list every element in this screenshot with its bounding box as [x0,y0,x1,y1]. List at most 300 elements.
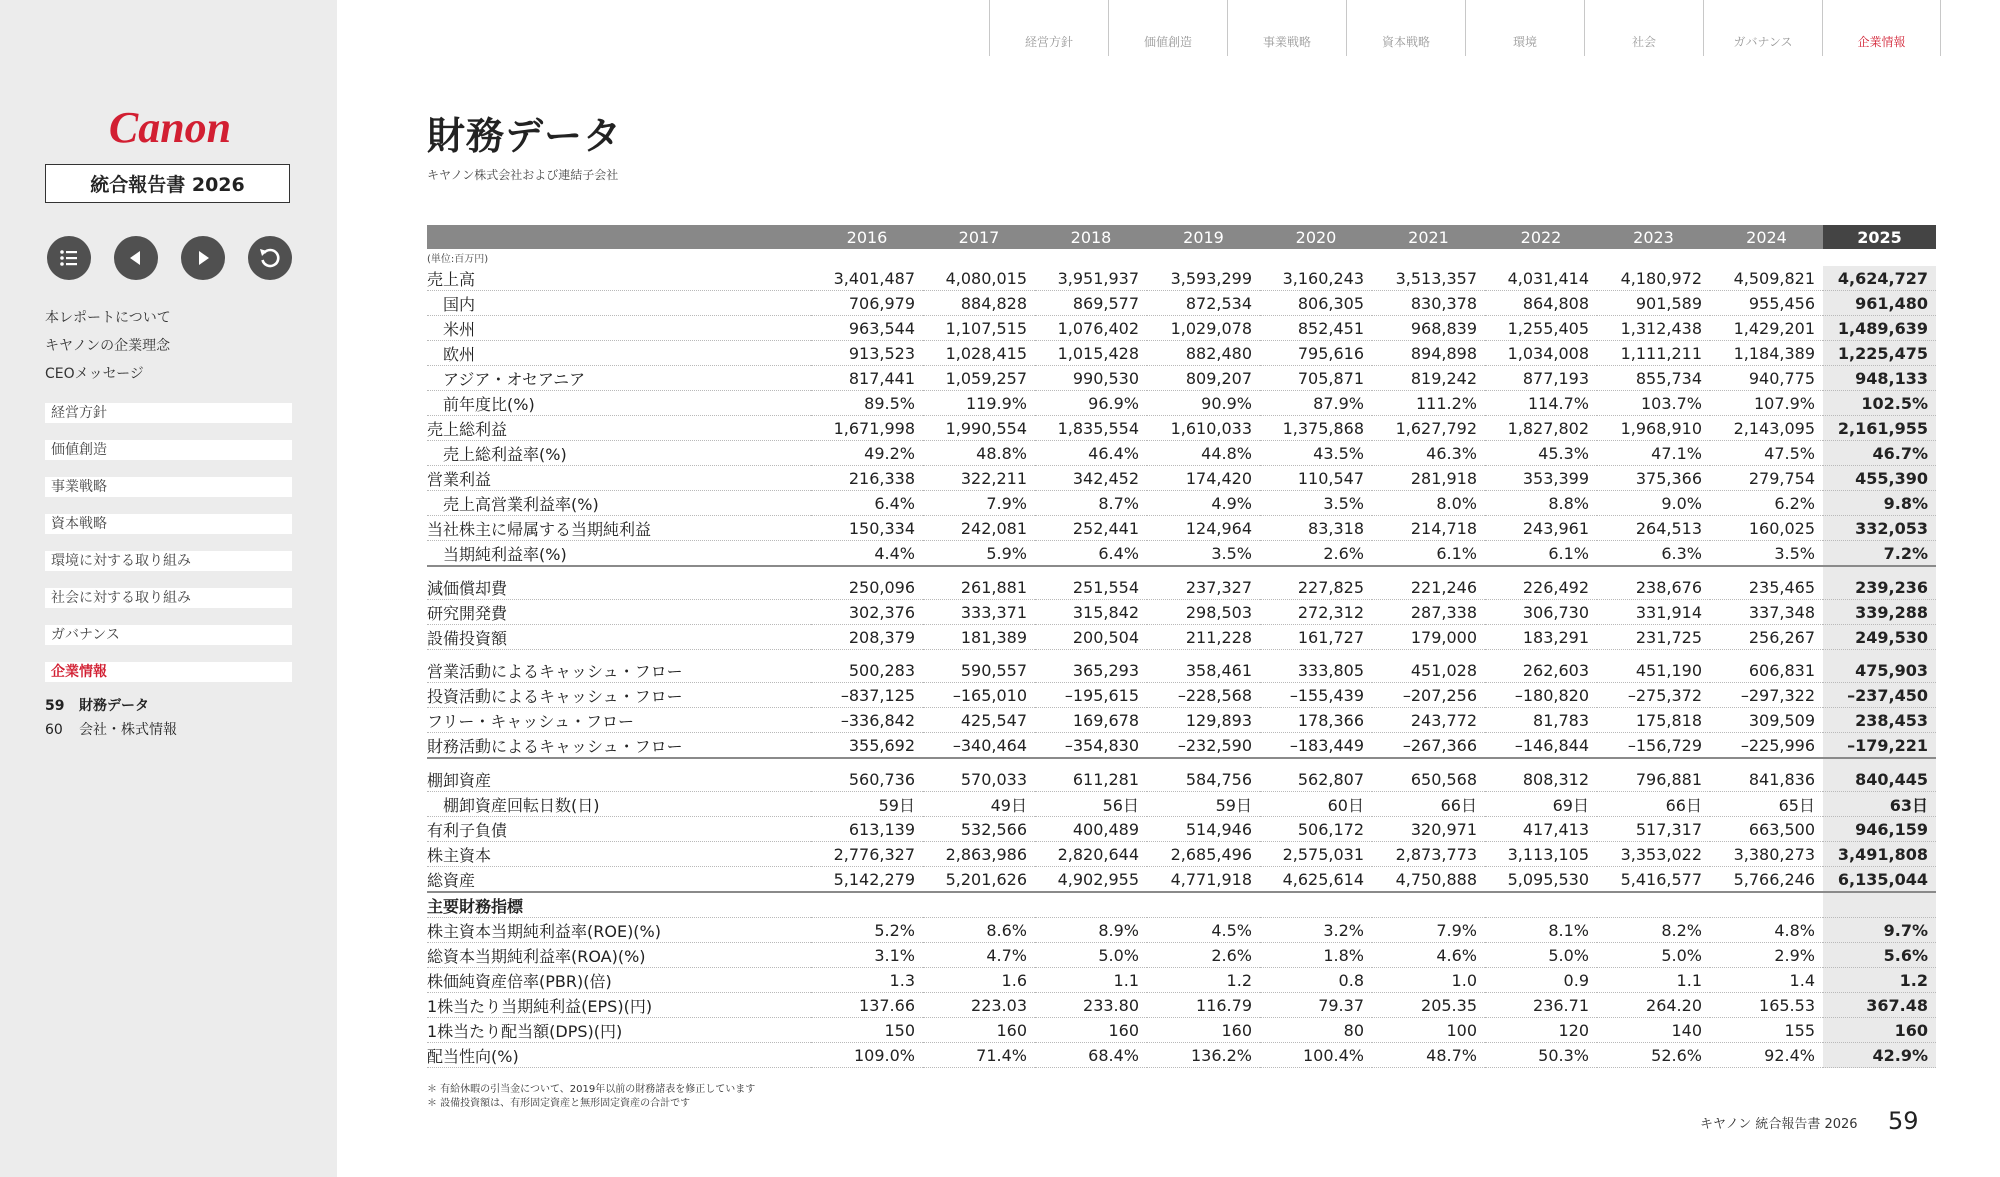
value-cell: 2,820,644 [1035,842,1147,867]
value-cell: 7.9% [923,491,1035,516]
table-row [427,341,1936,366]
sublink-label: 財務データ [79,698,149,714]
table-row [427,441,1936,466]
value-cell: 59日 [1147,792,1260,817]
value-cell: 506,172 [1260,817,1372,842]
value-cell: 4,771,918 [1147,867,1260,893]
value-cell: –275,372 [1597,683,1710,708]
value-cell: 79.37 [1260,993,1372,1018]
value-cell: 87.9% [1260,391,1372,416]
value-cell: 961,480 [1823,291,1936,316]
value-cell: 500,283 [811,658,923,683]
value-cell: 59日 [811,792,923,817]
value-cell: –165,010 [923,683,1035,708]
value-cell: 174,420 [1147,466,1260,491]
value-cell: 3,160,243 [1260,266,1372,291]
tab-society[interactable]: 社会 [1584,0,1703,56]
sidebar [0,0,337,1177]
value-cell: –179,221 [1823,733,1936,759]
row-label: 棚卸資産回転日数(日) [427,792,811,817]
tab-value-creation[interactable]: 価値創造 [1108,0,1227,56]
value-cell: 946,159 [1823,817,1936,842]
value-cell: 830,378 [1372,291,1485,316]
value-cell: 8.6% [923,918,1035,943]
value-cell: 272,312 [1260,600,1372,625]
sidebar-link-about-report[interactable]: 本レポートについて [45,310,171,326]
value-cell: 252,441 [1035,516,1147,541]
value-cell: 4.6% [1372,943,1485,968]
value-cell: 161,727 [1260,625,1372,650]
value-cell: 3,380,273 [1710,842,1823,867]
value-cell: 160 [1823,1018,1936,1043]
value-cell: –340,464 [923,733,1035,759]
value-cell: 69日 [1485,792,1597,817]
list-icon [57,246,81,270]
value-cell: 223.03 [923,993,1035,1018]
financial-data-table [427,225,1936,1068]
value-cell: 298,503 [1147,600,1260,625]
value-cell: 322,211 [923,466,1035,491]
table-row [427,993,1936,1018]
value-cell: –336,842 [811,708,923,733]
value-cell: 8.2% [1597,918,1710,943]
table-row [427,600,1936,625]
value-cell: 1,489,639 [1823,316,1936,341]
table-row [427,416,1936,441]
table-row [427,842,1936,867]
table-row [427,683,1936,708]
value-cell: 1,610,033 [1147,416,1260,441]
value-cell: 3,113,105 [1485,842,1597,867]
value-cell: 808,312 [1485,767,1597,792]
value-cell: 48.7% [1372,1043,1485,1068]
value-cell: 200,504 [1035,625,1147,650]
table-row [427,767,1936,792]
year-header: 2022 [1485,225,1597,249]
value-cell: 2,161,955 [1823,416,1936,441]
value-cell: 4.7% [923,943,1035,968]
tab-business-strategy[interactable]: 事業戦略 [1227,0,1346,56]
page-number: 59 [1888,1107,1919,1135]
value-cell [1710,892,1823,918]
value-cell: 83,318 [1260,516,1372,541]
value-cell: 66日 [1372,792,1485,817]
value-cell: 584,756 [1147,767,1260,792]
row-label: 米州 [427,316,811,341]
value-cell: 214,718 [1372,516,1485,541]
value-cell: 5.0% [1485,943,1597,968]
value-cell: 140 [1597,1018,1710,1043]
value-cell: 68.4% [1035,1043,1147,1068]
value-cell: 8.1% [1485,918,1597,943]
value-cell: 706,979 [811,291,923,316]
value-cell: 4.9% [1147,491,1260,516]
value-cell: 2,575,031 [1260,842,1372,867]
footnote: ＊ 有給休暇の引当金について、2019年以前の財務諸表を修正しています [427,1084,756,1095]
tab-corporate-info[interactable]: 企業情報 [1822,0,1941,56]
row-label: 主要財務指標 [427,892,811,918]
table-row [427,575,1936,600]
row-label: 配当性向(%) [427,1043,811,1068]
value-cell: 1.2 [1823,968,1936,993]
value-cell: 333,371 [923,600,1035,625]
value-cell: 3.5% [1710,541,1823,567]
value-cell: 2.6% [1147,943,1260,968]
value-cell: 6.4% [1035,541,1147,567]
year-header: 2017 [923,225,1035,249]
value-cell: 1.6 [923,968,1035,993]
return-icon [257,245,283,271]
sidebar-item-governance[interactable]: ガバナンス [45,625,292,645]
value-cell [923,892,1035,918]
value-cell: 1,671,998 [811,416,923,441]
row-label: 株価純資産倍率(PBR)(倍) [427,968,811,993]
sidebar-item-business-strategy[interactable]: 事業戦略 [45,477,292,497]
triangle-left-icon [125,247,147,269]
value-cell: 181,389 [923,625,1035,650]
value-cell: 81,783 [1485,708,1597,733]
value-cell: –180,820 [1485,683,1597,708]
value-cell: 1,225,475 [1823,341,1936,366]
value-cell: 894,898 [1372,341,1485,366]
footnotes [427,1083,755,1111]
row-label: 株主資本 [427,842,811,867]
row-label: 1株当たり配当額(DPS)(円) [427,1018,811,1043]
value-cell: 8.7% [1035,491,1147,516]
sidebar-link-ceo-message[interactable]: CEOメッセージ [45,366,144,382]
value-cell: 124,964 [1147,516,1260,541]
row-label: 有利子負債 [427,817,811,842]
value-cell: 2.9% [1710,943,1823,968]
value-cell: 175,818 [1597,708,1710,733]
value-cell: 1,627,792 [1372,416,1485,441]
value-cell: 5,766,246 [1710,867,1823,893]
table-row [427,391,1936,416]
value-cell: 169,678 [1035,708,1147,733]
value-cell: 590,557 [923,658,1035,683]
value-cell: 796,881 [1597,767,1710,792]
sidebar-item-environment[interactable]: 環境に対する取り組み [45,551,292,571]
value-cell: 963,544 [811,316,923,341]
value-cell [1823,892,1936,918]
value-cell: 49日 [923,792,1035,817]
value-cell [1035,892,1147,918]
value-cell: –225,996 [1710,733,1823,759]
value-cell: 560,736 [811,767,923,792]
value-cell: 208,379 [811,625,923,650]
value-cell: 3,951,937 [1035,266,1147,291]
value-cell: 320,971 [1372,817,1485,842]
table-row [427,266,1936,291]
value-cell: 3.2% [1260,918,1372,943]
value-cell: 49.2% [811,441,923,466]
row-label: 売上高営業利益率(%) [427,491,811,516]
value-cell: 4,509,821 [1710,266,1823,291]
value-cell: 47.1% [1597,441,1710,466]
value-cell: 46.4% [1035,441,1147,466]
value-cell: 6.1% [1485,541,1597,567]
value-cell: 63日 [1823,792,1936,817]
value-cell: 5.9% [923,541,1035,567]
value-cell: 841,836 [1710,767,1823,792]
value-cell: 613,139 [811,817,923,842]
value-cell: 4.8% [1710,918,1823,943]
value-cell: 302,376 [811,600,923,625]
value-cell: 864,808 [1485,291,1597,316]
year-header: 2020 [1260,225,1372,249]
row-label: フリー・キャッシュ・フロー [427,708,811,733]
sidebar-link-philosophy[interactable]: キヤノンの企業理念 [45,338,171,354]
value-cell: 4,625,614 [1260,867,1372,893]
value-cell: 44.8% [1147,441,1260,466]
value-cell: 160 [923,1018,1035,1043]
value-cell: 102.5% [1823,391,1936,416]
value-cell: 5.0% [1035,943,1147,968]
row-label: 売上高 [427,266,811,291]
value-cell: 1,076,402 [1035,316,1147,341]
row-label: 1株当たり当期純利益(EPS)(円) [427,993,811,1018]
year-header: 2016 [811,225,923,249]
value-cell: 2,873,773 [1372,842,1485,867]
value-cell: 251,554 [1035,575,1147,600]
value-cell: 160,025 [1710,516,1823,541]
value-cell: 5.2% [811,918,923,943]
year-header: 2018 [1035,225,1147,249]
footnote: ＊ 設備投資額は、有形固定資産と無形固定資産の合計です [427,1098,691,1109]
unit-row [427,249,1936,266]
value-cell: 882,480 [1147,341,1260,366]
value-cell [1147,892,1260,918]
value-cell: 216,338 [811,466,923,491]
value-cell: 66日 [1597,792,1710,817]
value-cell: 309,509 [1710,708,1823,733]
sidebar-item-capital-strategy[interactable]: 資本戦略 [45,514,292,534]
value-cell: 353,399 [1485,466,1597,491]
value-cell: 155 [1710,1018,1823,1043]
value-cell: 7.2% [1823,541,1936,567]
tab-environment[interactable]: 環境 [1465,0,1584,56]
value-cell: 1,835,554 [1035,416,1147,441]
sidebar-item-management-policy[interactable]: 経営方針 [45,403,292,423]
value-cell: 570,033 [923,767,1035,792]
value-cell: 306,730 [1485,600,1597,625]
sublink-label: 会社・株式情報 [79,722,177,738]
sidebar-item-society[interactable]: 社会に対する取り組み [45,588,292,608]
value-cell: 92.4% [1710,1043,1823,1068]
value-cell [1260,892,1372,918]
value-cell: 3,513,357 [1372,266,1485,291]
value-cell: 1,028,415 [923,341,1035,366]
value-cell: 4,750,888 [1372,867,1485,893]
value-cell: 1,059,257 [923,366,1035,391]
value-cell: 2,685,496 [1147,842,1260,867]
value-cell: –155,439 [1260,683,1372,708]
value-cell: 940,775 [1710,366,1823,391]
value-cell: 901,589 [1597,291,1710,316]
value-cell: 517,317 [1597,817,1710,842]
value-cell: 7.9% [1372,918,1485,943]
value-cell: 872,534 [1147,291,1260,316]
value-cell: 1.4 [1710,968,1823,993]
value-cell: 4,624,727 [1823,266,1936,291]
row-label: 営業活動によるキャッシュ・フロー [427,658,811,683]
sidebar-item-value-creation[interactable]: 価値創造 [45,440,292,460]
top-tab-bar [989,0,1941,56]
tab-capital-strategy[interactable]: 資本戦略 [1346,0,1465,56]
next-page-button[interactable] [181,236,225,280]
previous-page-button[interactable] [114,236,158,280]
value-cell: 367.48 [1823,993,1936,1018]
value-cell: –297,322 [1710,683,1823,708]
value-cell: 2,776,327 [811,842,923,867]
table-row [427,466,1936,491]
value-cell: 250,096 [811,575,923,600]
value-cell: 3,491,808 [1823,842,1936,867]
unit-label: (単位:百万円) [427,254,489,265]
table-row [427,1043,1936,1068]
footer-report-name: キヤノン 統合報告書 2026 [1700,1117,1858,1132]
value-cell: 562,807 [1260,767,1372,792]
sidebar-sublink-company-stock-info[interactable] [45,719,177,739]
value-cell: 332,053 [1823,516,1936,541]
tab-governance[interactable]: ガバナンス [1703,0,1822,56]
value-cell: 238,676 [1597,575,1710,600]
sublink-page-number: 60 [45,722,63,738]
value-cell: 281,918 [1372,466,1485,491]
value-cell: 227,825 [1260,575,1372,600]
value-cell: 400,489 [1035,817,1147,842]
value-cell: 855,734 [1597,366,1710,391]
value-cell: 5,095,530 [1485,867,1597,893]
tab-management-policy[interactable]: 経営方針 [989,0,1108,56]
value-cell: 205.35 [1372,993,1485,1018]
value-cell: 606,831 [1710,658,1823,683]
value-cell: 6.2% [1710,491,1823,516]
value-cell: 9.0% [1597,491,1710,516]
value-cell: 3,401,487 [811,266,923,291]
value-cell: 1,029,078 [1147,316,1260,341]
value-cell: 226,492 [1485,575,1597,600]
value-cell: 1,990,554 [923,416,1035,441]
value-cell: 451,190 [1597,658,1710,683]
value-cell: 913,523 [811,341,923,366]
value-cell: 1.0 [1372,968,1485,993]
row-label: 当期純利益率(%) [427,541,811,567]
value-cell: 45.3% [1485,441,1597,466]
value-cell: 2,143,095 [1710,416,1823,441]
value-cell: 358,461 [1147,658,1260,683]
value-cell: 43.5% [1260,441,1372,466]
value-cell: 455,390 [1823,466,1936,491]
value-cell: 1,375,868 [1260,416,1372,441]
value-cell: 806,305 [1260,291,1372,316]
value-cell: 6,135,044 [1823,867,1936,893]
value-cell: 611,281 [1035,767,1147,792]
row-label: 欧州 [427,341,811,366]
value-cell: 96.9% [1035,391,1147,416]
value-cell: –195,615 [1035,683,1147,708]
value-cell: 5.0% [1597,943,1710,968]
value-cell: 417,413 [1485,817,1597,842]
spacer-row [427,566,1936,575]
table-row [427,817,1936,842]
table-row [427,316,1936,341]
value-cell: 221,246 [1372,575,1485,600]
value-cell: 1,111,211 [1597,341,1710,366]
row-label: 国内 [427,291,811,316]
value-cell [1485,892,1597,918]
spacer-row [427,758,1936,767]
value-cell: 1,968,910 [1597,416,1710,441]
row-label: 前年度比(%) [427,391,811,416]
value-cell: 107.9% [1710,391,1823,416]
value-cell: 0.8 [1260,968,1372,993]
sidebar-item-corporate-info[interactable]: 企業情報 [45,662,292,682]
value-cell: 46.3% [1372,441,1485,466]
value-cell: 111.2% [1372,391,1485,416]
value-cell: 160 [1147,1018,1260,1043]
value-cell: 3.1% [811,943,923,968]
value-cell: –837,125 [811,683,923,708]
value-cell: 80 [1260,1018,1372,1043]
table-row [427,491,1936,516]
value-cell: 60日 [1260,792,1372,817]
value-cell: 339,288 [1823,600,1936,625]
table-row [427,291,1936,316]
value-cell: 331,914 [1597,600,1710,625]
row-label: 売上総利益 [427,416,811,441]
value-cell: 110,547 [1260,466,1372,491]
value-cell: 8.9% [1035,918,1147,943]
value-cell: 178,366 [1260,708,1372,733]
value-cell: –156,729 [1597,733,1710,759]
value-cell: 315,842 [1035,600,1147,625]
table-of-contents-button[interactable] [47,236,91,280]
row-label: 当社株主に帰属する当期純利益 [427,516,811,541]
back-button[interactable] [248,236,292,280]
value-cell: 1,184,389 [1710,341,1823,366]
year-header: 2024 [1710,225,1823,249]
row-label: アジア・オセアニア [427,366,811,391]
value-cell: 103.7% [1597,391,1710,416]
value-cell: –237,450 [1823,683,1936,708]
value-cell: 129,893 [1147,708,1260,733]
table-row [427,968,1936,993]
table-row [427,516,1936,541]
report-title-box: 統合報告書 2026 [45,164,290,203]
value-cell: 1.3 [811,968,923,993]
table-row [427,792,1936,817]
row-label: 総資産 [427,867,811,893]
value-cell: 475,903 [1823,658,1936,683]
value-cell: 4,902,955 [1035,867,1147,893]
value-cell: 990,530 [1035,366,1147,391]
page-subtitle: キヤノン株式会社および連結子会社 [427,168,619,182]
row-label: 投資活動によるキャッシュ・フロー [427,683,811,708]
sidebar-sublink-financial-data[interactable] [45,695,149,715]
value-cell: 236.71 [1485,993,1597,1018]
value-cell: 242,081 [923,516,1035,541]
row-label: 株主資本当期純利益率(ROE)(%) [427,918,811,943]
value-cell: 514,946 [1147,817,1260,842]
value-cell: 47.5% [1710,441,1823,466]
value-cell: 165.53 [1710,993,1823,1018]
sublink-page-number: 59 [45,698,65,714]
value-cell: –267,366 [1372,733,1485,759]
value-cell: 100 [1372,1018,1485,1043]
table-body [427,249,1936,1068]
value-cell: 249,530 [1823,625,1936,650]
